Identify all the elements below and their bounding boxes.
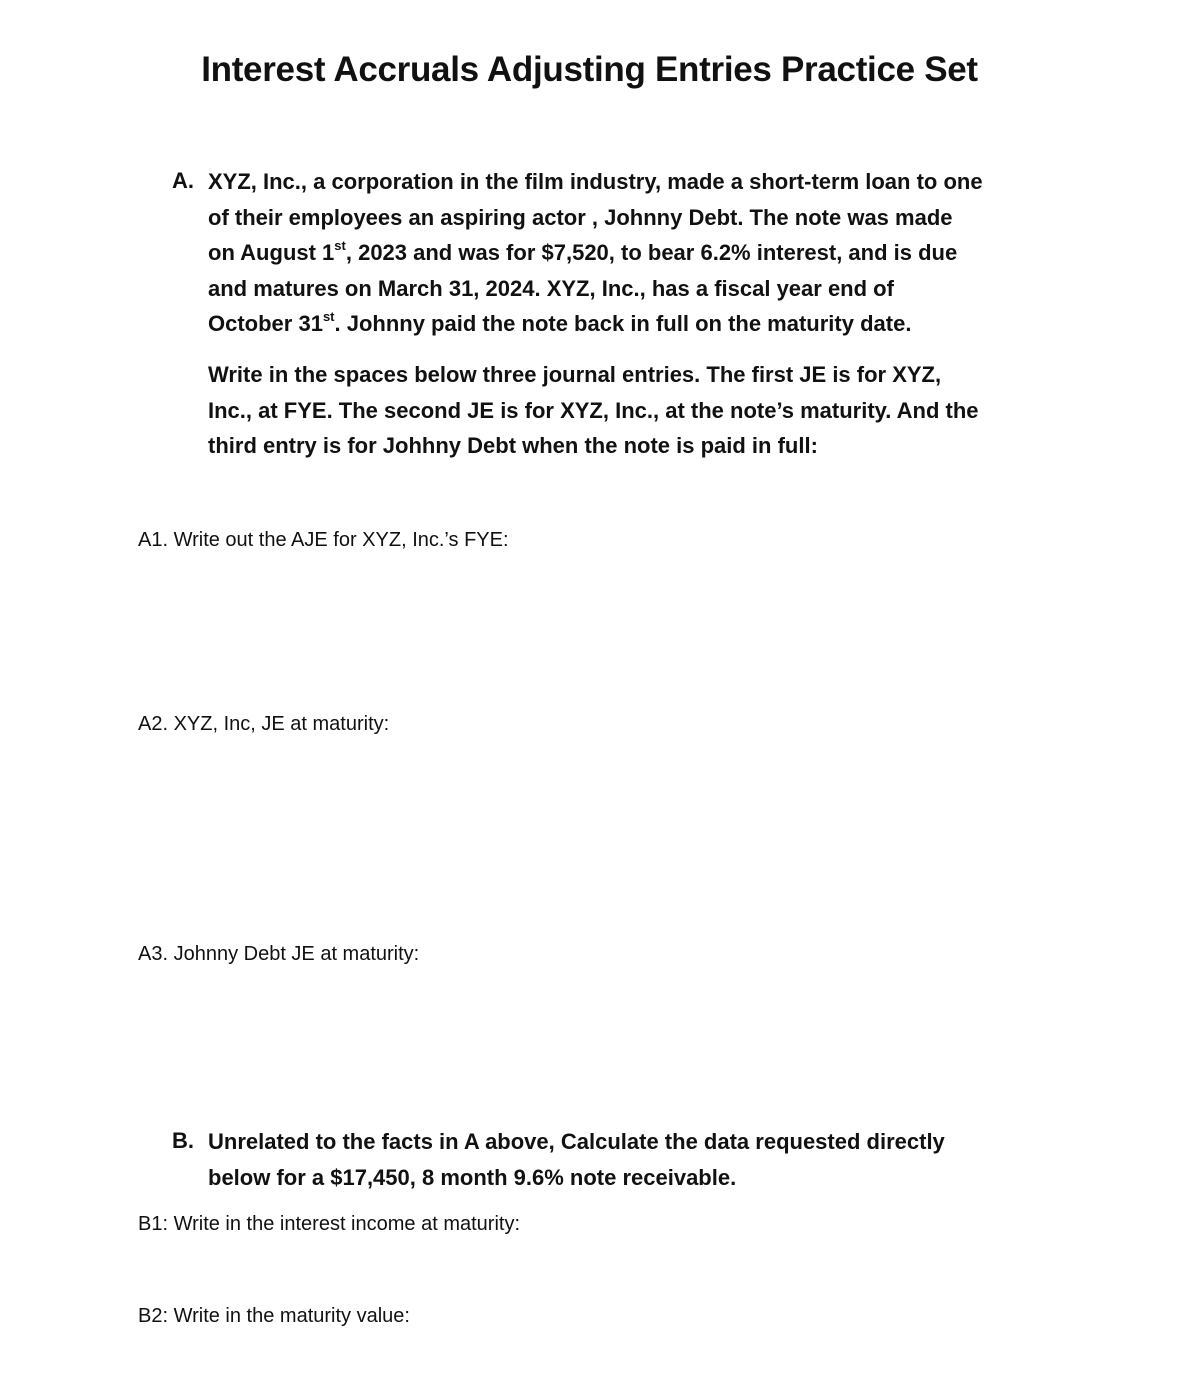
line-5-end: . Johnny paid the note back in full on the maturity date. bbox=[334, 311, 912, 336]
section-a-line-1: XYZ, Inc., a corporation in the film industry, made a short-term loan to one bbox=[208, 169, 983, 194]
question-a2: A2. XYZ, Inc, JE at maturity: bbox=[138, 713, 390, 735]
question-a3: A3. Johnny Debt JE at maturity: bbox=[138, 943, 420, 965]
section-b-line-1: Unrelated to the facts in A above, Calculate the data requested directly bbox=[208, 1129, 945, 1154]
line-3-end: , 2023 and was for $7,520, to bear 6.2% interest, and is due bbox=[345, 240, 958, 265]
question-b2: B2: Write in the maturity value: bbox=[138, 1305, 410, 1327]
section-b-paragraph bbox=[208, 1124, 1108, 1195]
section-a-instructions-line-1: Write in the spaces below three journal entries. The first JE is for XYZ, bbox=[208, 362, 942, 387]
question-a1: A1. Write out the AJE for XYZ, Inc.’s FYE: bbox=[138, 529, 509, 551]
section-a-instructions-line-2: Inc., at FYE. The second JE is for XYZ, Inc., at the note’s maturity. And the bbox=[208, 397, 979, 423]
section-a-line-3 bbox=[208, 235, 1108, 271]
line-5-superscript: st bbox=[322, 308, 335, 324]
section-b-letter: B. bbox=[172, 1128, 194, 1153]
section-a-paragraph-2 bbox=[208, 357, 1108, 464]
line-3-superscript: st bbox=[334, 237, 346, 253]
section-a-line-5 bbox=[208, 306, 1108, 342]
line-3-start: on August 1 bbox=[208, 240, 335, 265]
line-5-start: October 31 bbox=[208, 311, 323, 336]
page-title: Interest Accruals Adjusting Entries Practice Set bbox=[201, 50, 978, 89]
section-a-instructions-line-3: third entry is for Johhny Debt when the note is paid in full: bbox=[208, 433, 818, 458]
section-a-line-4: and matures on March 31, 2024. XYZ, Inc., has a fiscal year end of bbox=[208, 275, 894, 301]
section-a-paragraph-1 bbox=[208, 164, 1108, 342]
section-a-line-2: of their employees an aspiring actor , Johnny Debt. The note was made bbox=[208, 204, 953, 230]
question-b1: B1: Write in the interest income at maturity: bbox=[138, 1213, 521, 1235]
section-b-line-2: below for a $17,450, 8 month 9.6% note receivable. bbox=[208, 1164, 737, 1190]
section-a-letter: A. bbox=[172, 168, 194, 193]
